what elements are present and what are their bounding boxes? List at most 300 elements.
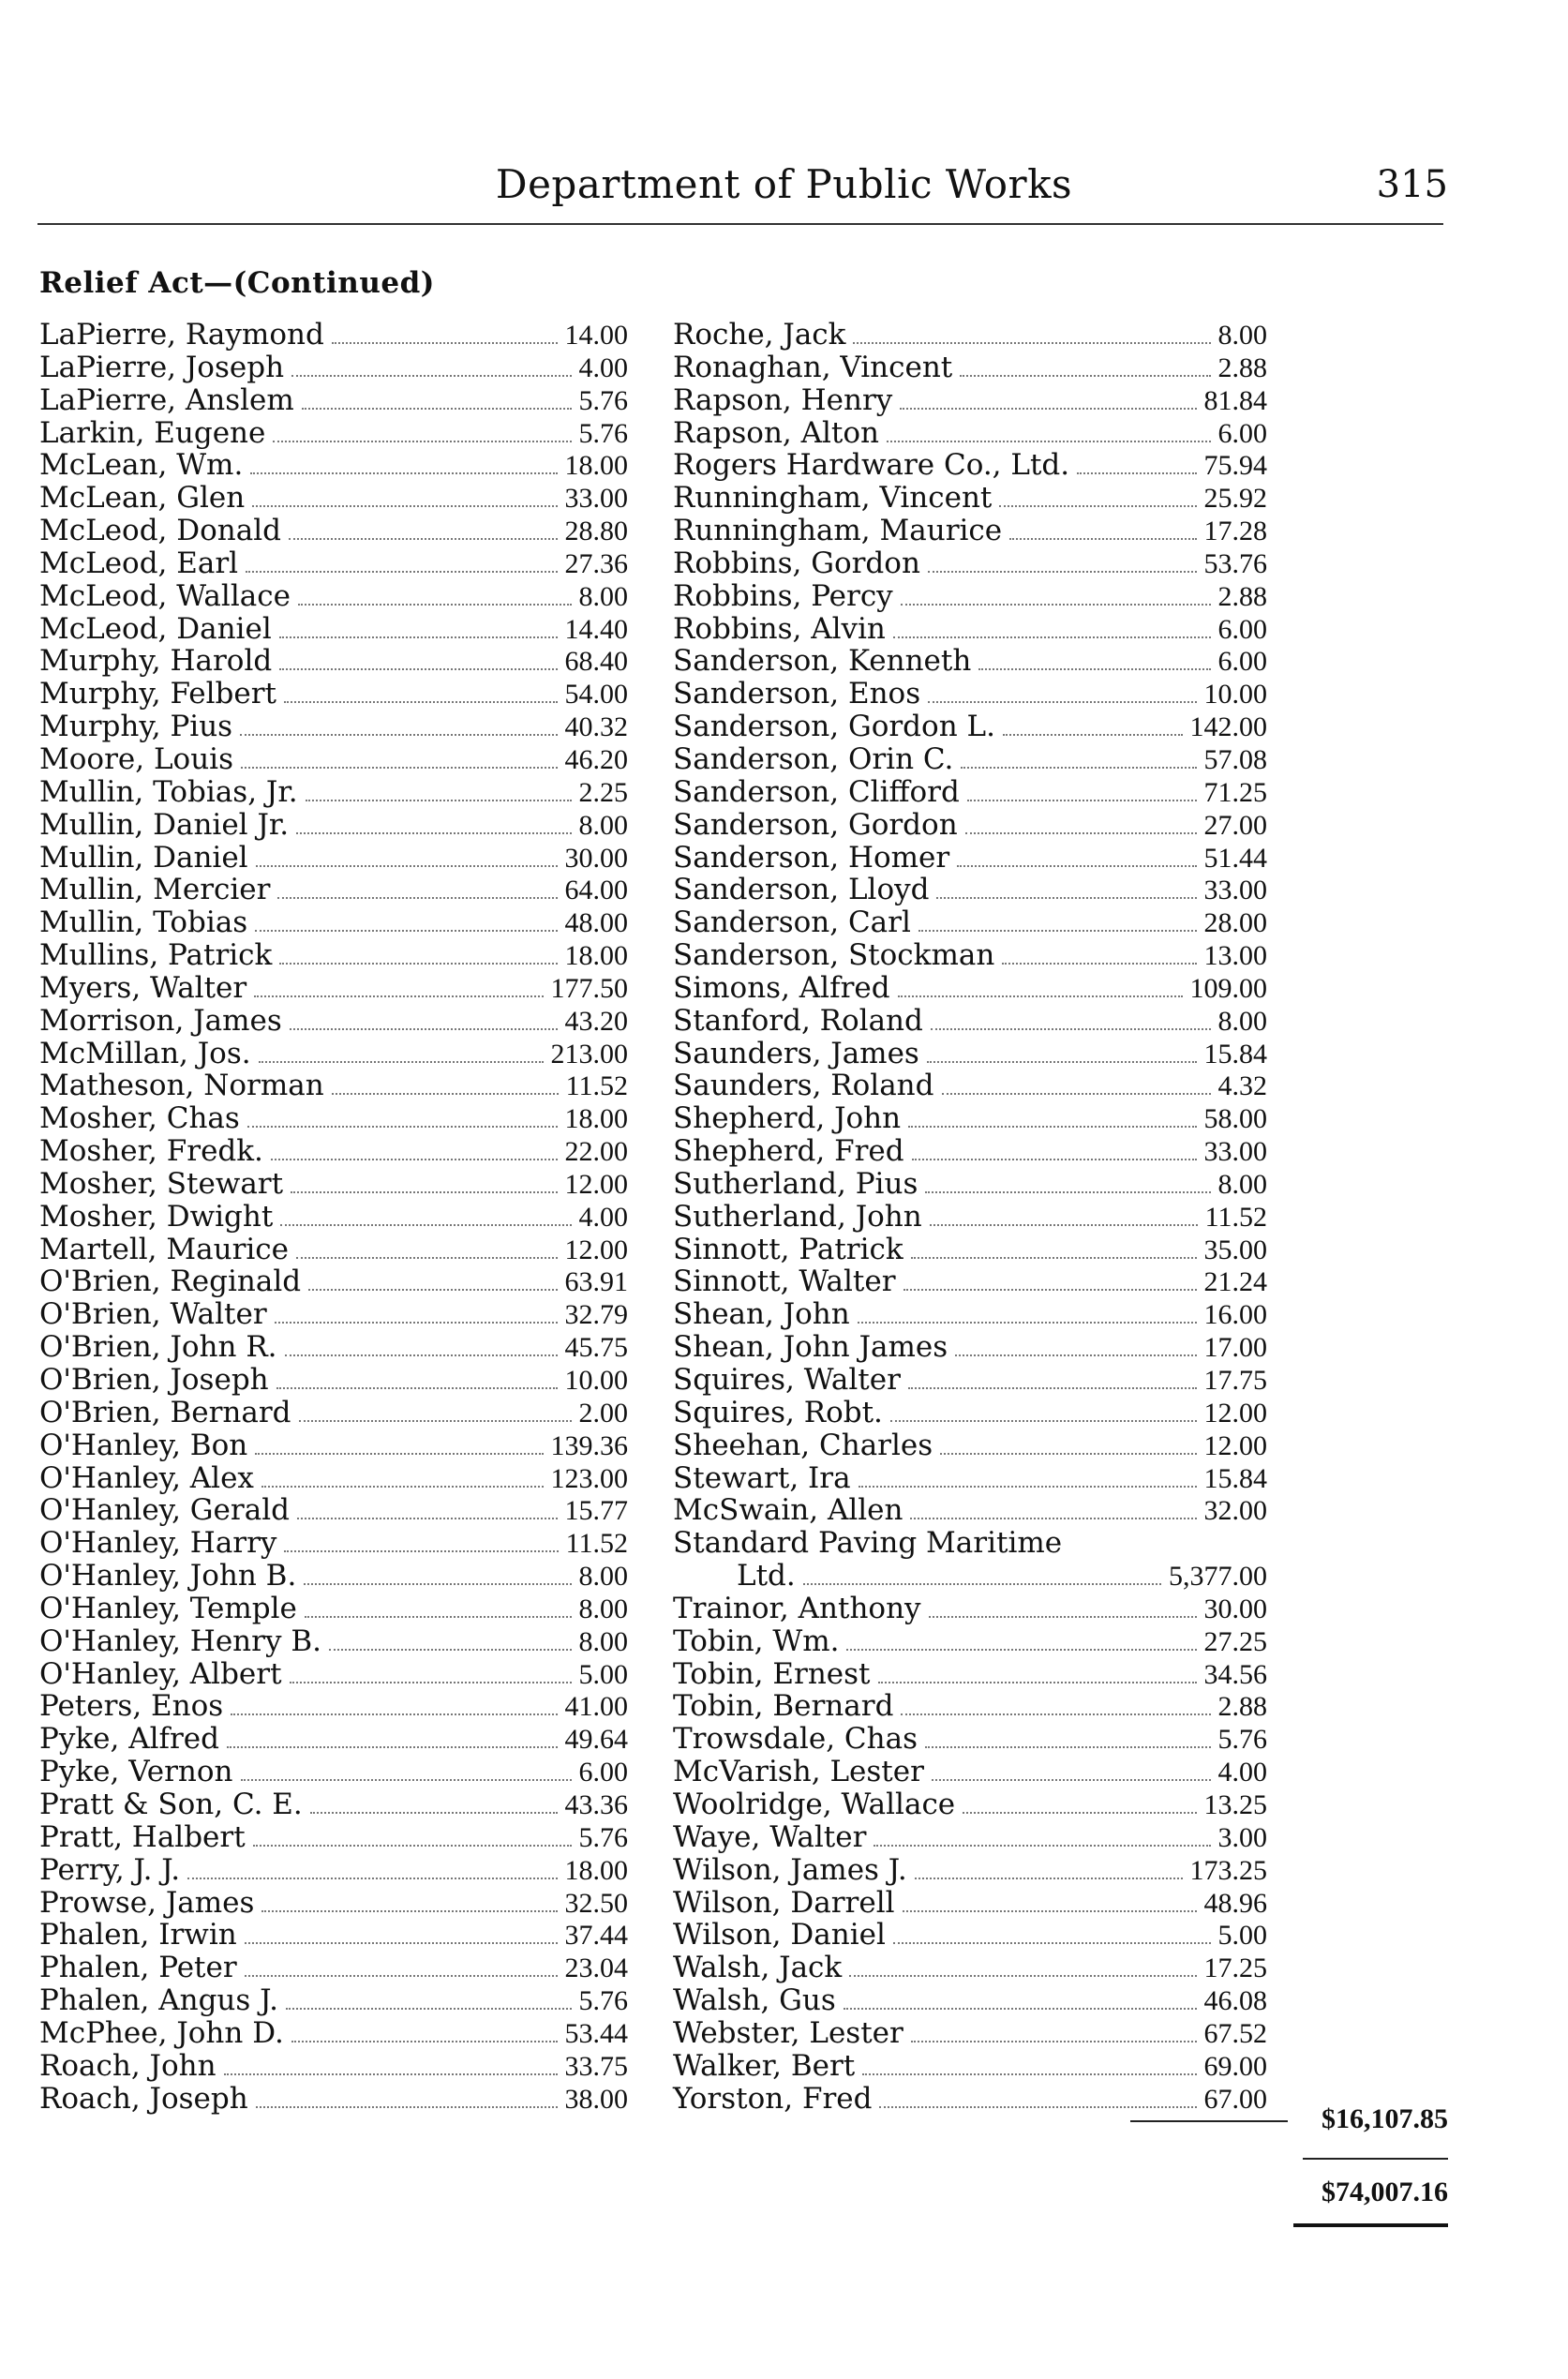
ledger-entry: [39, 1527, 628, 1560]
dot-leader: [928, 701, 1196, 703]
ledger-entry: [39, 1658, 628, 1691]
ledger-entry: [673, 1593, 1267, 1625]
entry-name: LaPierre, Raymond: [39, 318, 324, 352]
entry-amount: 139.36: [550, 1429, 628, 1461]
entry-name: LaPierre, Anslem: [39, 382, 294, 417]
entry-amount: 16.00: [1203, 1299, 1267, 1331]
ledger-entry: [673, 711, 1267, 743]
entry-amount: 5.00: [1217, 1920, 1267, 1952]
ledger-entry: [39, 1462, 628, 1495]
entry-name: Roach, John: [39, 2048, 217, 2083]
ledger-entry: [673, 842, 1267, 875]
dot-leader: [911, 2041, 1197, 2042]
dot-leader: [903, 1910, 1197, 1912]
entry-name: O'Hanley, Temple: [39, 1591, 297, 1625]
dot-leader: [224, 2073, 558, 2075]
dot-leader: [942, 1093, 1211, 1095]
dot-leader: [290, 1028, 558, 1030]
dot-leader: [276, 1387, 558, 1389]
entry-name: Waye, Walter: [673, 1819, 867, 1854]
ledger-entry: [673, 1690, 1267, 1723]
dot-leader: [912, 1159, 1197, 1160]
entry-amount: 2.00: [578, 1397, 628, 1429]
entry-name: Runningham, Vincent: [673, 481, 993, 516]
dot-leader: [887, 441, 1210, 442]
entry-name: Sanderson, Enos: [673, 677, 921, 711]
dot-leader: [929, 1616, 1197, 1618]
ledger-entry: [673, 939, 1267, 972]
subtotal-amount: $16,107.85: [1322, 2103, 1448, 2134]
ledger-entry: [673, 678, 1267, 711]
dot-leader: [254, 995, 543, 997]
dot-leader: [245, 1942, 558, 1944]
dot-leader: [304, 1583, 571, 1585]
ledger-entry: [39, 1756, 628, 1788]
entry-amount: 142.00: [1189, 711, 1267, 743]
ledger-entry: [39, 1854, 628, 1887]
dot-leader: [290, 1682, 572, 1683]
entry-name: McLeod, Earl: [39, 546, 239, 580]
dot-leader: [878, 1682, 1197, 1683]
dot-leader: [1077, 472, 1196, 474]
ledger-entry: [39, 1821, 628, 1854]
dot-leader: [187, 1878, 557, 1879]
ledger-entry: [673, 1919, 1267, 1952]
entry-amount: 67.00: [1203, 2083, 1267, 2115]
ledger-entry: [673, 1234, 1267, 1266]
dot-leader: [231, 1713, 557, 1715]
ledger-entry: [39, 842, 628, 875]
ledger-entry: [39, 2017, 628, 2050]
dot-leader: [271, 1159, 558, 1160]
ledger-entry: [39, 613, 628, 646]
entry-amount: 8.00: [578, 1561, 628, 1593]
entry-name: Murphy, Pius: [39, 710, 233, 744]
entry-amount: 4.00: [578, 1201, 628, 1233]
entry-name: Sanderson, Clifford: [673, 774, 960, 809]
entry-name: Sanderson, Lloyd: [673, 873, 930, 907]
dot-leader: [261, 1910, 557, 1912]
ledger-entry: [39, 384, 628, 417]
entry-amount: 5.76: [578, 1985, 628, 2017]
dot-leader: [306, 800, 572, 801]
dot-leader: [960, 375, 1210, 377]
entry-amount: 33.00: [1203, 875, 1267, 906]
entry-amount: 32.50: [564, 1887, 628, 1919]
ledger-entry: [673, 515, 1267, 547]
dot-leader: [898, 995, 1183, 997]
dot-leader: [291, 1191, 557, 1193]
entry-amount: 5.76: [578, 384, 628, 416]
ledger-entry: [39, 1070, 628, 1102]
ledger-entry: [39, 711, 628, 743]
entry-amount: 12.00: [564, 1234, 628, 1265]
entry-name: Rapson, Alton: [673, 415, 880, 450]
entry-amount: 12.00: [1203, 1397, 1267, 1429]
dot-leader: [308, 1289, 557, 1291]
entry-name: Mosher, Fredk.: [39, 1134, 263, 1169]
entry-name: McLeod, Daniel: [39, 611, 272, 646]
entry-amount: 123.00: [550, 1462, 628, 1494]
ledger-entry: [39, 1135, 628, 1168]
entry-name: O'Hanley, Albert: [39, 1656, 282, 1691]
grand-total-amount: $74,007.16: [1322, 2177, 1448, 2207]
entry-name: O'Hanley, Henry B.: [39, 1623, 321, 1658]
entry-amount: 30.00: [1203, 1593, 1267, 1624]
entry-amount: 3.00: [1217, 1821, 1267, 1853]
entry-amount: 67.52: [1203, 2017, 1267, 2049]
dot-leader: [296, 1257, 557, 1259]
ledger-entry: [673, 1821, 1267, 1854]
entry-name: Shepherd, John: [673, 1101, 902, 1136]
entry-name: Shean, John James: [673, 1330, 948, 1365]
ledger-entry: [673, 1854, 1267, 1887]
entry-amount: 33.75: [564, 2050, 628, 2082]
entry-amount: 43.36: [564, 1788, 628, 1820]
entry-amount: 25.92: [1203, 483, 1267, 515]
dot-leader: [927, 1061, 1197, 1063]
entry-name: Sanderson, Gordon L.: [673, 710, 995, 744]
entry-name: McVarish, Lester: [673, 1755, 924, 1789]
entry-name: Sanderson, Homer: [673, 840, 950, 875]
entry-name: Sinnott, Walter: [673, 1264, 896, 1299]
dot-leader: [874, 1845, 1210, 1847]
ledger-entry: [39, 417, 628, 450]
entry-name: Walker, Bert: [673, 2048, 856, 2083]
entry-name: Robbins, Gordon: [673, 546, 920, 580]
ledger-entry: [673, 1397, 1267, 1429]
entry-amount: 18.00: [564, 450, 628, 482]
entry-amount: 33.00: [564, 483, 628, 515]
ledger-entry: [673, 613, 1267, 646]
dot-leader: [299, 1420, 572, 1422]
ledger-entry: [39, 1984, 628, 2017]
entry-name: Sanderson, Stockman: [673, 938, 995, 973]
entry-amount: 68.40: [564, 646, 628, 678]
entry-name: Phalen, Irwin: [39, 1918, 237, 1953]
entry-name: Mosher, Dwight: [39, 1199, 274, 1234]
section-title: Relief Act—(Continued): [39, 266, 435, 300]
ledger-entry: [673, 743, 1267, 776]
entry-amount: 27.25: [1203, 1625, 1267, 1657]
ledger-entry: [673, 1168, 1267, 1201]
entry-amount: 18.00: [564, 1103, 628, 1135]
dot-leader: [291, 2041, 558, 2042]
ledger-entry: [39, 1397, 628, 1429]
dot-leader: [302, 408, 572, 410]
dot-leader: [965, 832, 1197, 834]
entry-name: Wilson, James J.: [673, 1852, 907, 1887]
dot-leader: [250, 472, 557, 474]
ledger-entry: [39, 1331, 628, 1364]
entry-amount: 35.00: [1203, 1234, 1267, 1265]
entry-amount: 27.00: [1203, 809, 1267, 841]
ledger-entry: [39, 449, 628, 482]
ledger-entry: [673, 482, 1267, 515]
entry-amount: 27.36: [564, 547, 628, 579]
entry-name: Sutherland, John: [673, 1199, 922, 1234]
entry-amount: 11.52: [565, 1070, 628, 1102]
ledger-entry: [39, 678, 628, 711]
entry-name: Saunders, Roland: [673, 1069, 934, 1103]
ledger-entry: [673, 1560, 1267, 1593]
entry-name: O'Brien, Reginald: [39, 1264, 302, 1299]
entry-amount: 64.00: [564, 875, 628, 906]
dot-leader: [245, 1975, 558, 1977]
entry-amount: 46.08: [1203, 1985, 1267, 2017]
entry-amount: 8.00: [578, 1625, 628, 1657]
dot-leader: [936, 897, 1196, 899]
entry-name: Sanderson, Orin C.: [673, 741, 954, 776]
entry-amount: 5.00: [578, 1658, 628, 1690]
dot-leader: [803, 1583, 1161, 1585]
dot-leader: [255, 930, 557, 932]
entry-name: Sinnott, Patrick: [673, 1232, 903, 1266]
entry-name: Matheson, Norman: [39, 1069, 324, 1103]
entry-name: Runningham, Maurice: [673, 514, 1003, 548]
entry-amount: 17.00: [1203, 1332, 1267, 1364]
ledger-entry: [673, 1723, 1267, 1756]
ledger-entry: [673, 1984, 1267, 2017]
entry-amount: 12.00: [1203, 1429, 1267, 1461]
entry-amount: 15.84: [1203, 1462, 1267, 1494]
grand-total-rule-bottom: [1293, 2223, 1448, 2227]
entry-name: Ronaghan, Vincent: [673, 350, 953, 384]
entry-name: Webster, Lester: [673, 2015, 903, 2050]
entry-amount: 5.76: [578, 417, 628, 449]
ledger-entry: [673, 809, 1267, 842]
dot-leader: [999, 505, 1196, 507]
dot-leader: [279, 668, 557, 670]
dot-leader: [332, 342, 558, 344]
ledger-entry: [39, 2050, 628, 2083]
ledger-entry: [673, 1462, 1267, 1495]
entry-name: O'Brien, John R.: [39, 1330, 277, 1365]
entry-name: O'Hanley, John B.: [39, 1559, 297, 1593]
entry-name: Rapson, Henry: [673, 382, 893, 417]
entry-amount: 41.00: [564, 1691, 628, 1723]
entry-name: Sanderson, Gordon: [673, 807, 958, 842]
dot-leader: [978, 668, 1210, 670]
entry-name: O'Hanley, Bon: [39, 1428, 248, 1462]
entry-amount: 8.00: [1217, 320, 1267, 351]
entry-name: Larkin, Eugene: [39, 415, 266, 450]
entry-name: Phalen, Peter: [39, 1951, 237, 1985]
dot-leader: [310, 1812, 558, 1814]
entry-amount: 8.00: [1217, 1168, 1267, 1200]
ledger-entry: [39, 1788, 628, 1821]
dot-leader: [890, 1420, 1197, 1422]
ledger-entry: [673, 417, 1267, 450]
entry-amount: 5.76: [1217, 1724, 1267, 1756]
entry-name: McSwain, Allen: [673, 1493, 903, 1528]
dot-leader: [859, 1486, 1197, 1488]
entry-amount: 2.88: [1217, 1691, 1267, 1723]
entry-name: Mosher, Stewart: [39, 1166, 284, 1201]
dot-leader: [893, 1942, 1211, 1944]
entry-name: Rogers Hardware Co., Ltd.: [673, 448, 1070, 483]
entry-amount: 30.00: [564, 842, 628, 874]
dot-leader: [277, 897, 557, 899]
entry-amount: 43.20: [564, 1005, 628, 1037]
entry-name: LaPierre, Joseph: [39, 350, 285, 384]
ledger-entry: [673, 1005, 1267, 1038]
entry-amount: 17.25: [1203, 1953, 1267, 1984]
entry-amount: 57.08: [1203, 743, 1267, 775]
left-column: [39, 319, 628, 2115]
ledger-entry: [39, 1102, 628, 1135]
ledger-entry: [39, 906, 628, 939]
ledger-entry: [673, 1331, 1267, 1364]
ledger-entry: [39, 1265, 628, 1298]
entry-name: McLeod, Donald: [39, 514, 281, 548]
dot-leader: [849, 1975, 1196, 1977]
entry-name: Mullin, Daniel: [39, 840, 248, 875]
entry-amount: 17.28: [1203, 516, 1267, 547]
entry-name: Yorston, Fred: [673, 2081, 873, 2116]
entry-name: O'Hanley, Harry: [39, 1526, 277, 1561]
entry-name: Murphy, Felbert: [39, 677, 276, 711]
entry-amount: 4.32: [1217, 1070, 1267, 1102]
entry-name: Sanderson, Kenneth: [673, 644, 972, 679]
dot-leader: [279, 963, 557, 965]
entry-name: Walsh, Jack: [673, 1951, 843, 1985]
entry-amount: 53.44: [564, 2017, 628, 2049]
entry-amount: 38.00: [564, 2083, 628, 2115]
entry-amount: 46.20: [564, 743, 628, 775]
entry-name: McLean, Glen: [39, 481, 246, 516]
entry-name: Shean, John: [673, 1297, 850, 1332]
entry-name: Murphy, Harold: [39, 644, 273, 679]
entry-name: Sanderson, Carl: [673, 905, 911, 940]
ledger-entry: [39, 482, 628, 515]
entry-name: Mullin, Tobias: [39, 905, 248, 940]
entry-amount: 13.25: [1203, 1788, 1267, 1820]
ledger-entry: [673, 1527, 1267, 1560]
entry-name: Mosher, Chas: [39, 1101, 240, 1136]
entry-name: Sheehan, Charles: [673, 1428, 933, 1462]
dot-leader: [911, 1257, 1197, 1259]
header-rule: [37, 223, 1443, 225]
ledger-entry: [39, 1593, 628, 1625]
entry-name: Mullin, Daniel Jr.: [39, 807, 290, 842]
dot-leader: [910, 1518, 1196, 1519]
right-column: [673, 319, 1267, 2115]
ledger-entry: [673, 1887, 1267, 1920]
subtotal-rule: [1130, 2120, 1288, 2122]
entry-name: Roach, Joseph: [39, 2081, 248, 2116]
dot-leader: [903, 1289, 1197, 1291]
entry-amount: 13.00: [1203, 940, 1267, 972]
ledger-entry: [39, 776, 628, 809]
entry-amount: 18.00: [564, 1854, 628, 1886]
dot-leader: [240, 734, 557, 736]
entry-amount: 32.79: [564, 1299, 628, 1331]
grand-total-rule-top: [1303, 2158, 1448, 2160]
entry-name: Peters, Enos: [39, 1689, 224, 1724]
ledger-entry: [673, 1298, 1267, 1331]
dot-leader: [908, 1126, 1196, 1128]
dot-leader: [963, 1812, 1196, 1814]
entry-amount: 177.50: [550, 972, 628, 1004]
ledger-entry: [673, 384, 1267, 417]
dot-leader: [291, 375, 571, 377]
ledger-entry: [673, 1429, 1267, 1462]
entry-name: Trowsdale, Chas: [673, 1722, 918, 1757]
entry-name: Phalen, Angus J.: [39, 1983, 279, 2018]
ledger-entry: [39, 1298, 628, 1331]
ledger-entry: [673, 1625, 1267, 1658]
ledger-entry: [673, 1070, 1267, 1102]
entry-amount: 40.32: [564, 711, 628, 743]
page-number: 315: [1376, 163, 1448, 206]
ledger-entry: [673, 580, 1267, 613]
entry-name: Shepherd, Fred: [673, 1134, 904, 1169]
entry-amount: 54.00: [564, 679, 628, 711]
ledger-entry: [673, 972, 1267, 1005]
ledger-entry: [39, 352, 628, 384]
entry-name: Ltd.: [737, 1559, 796, 1593]
entry-name: Pyke, Vernon: [39, 1755, 233, 1789]
entry-name: Tobin, Bernard: [673, 1689, 894, 1724]
ledger-entry: [673, 2017, 1267, 2050]
entry-amount: 32.00: [1203, 1495, 1267, 1527]
entry-amount: 49.64: [564, 1724, 628, 1756]
entry-name: O'Brien, Bernard: [39, 1395, 291, 1429]
dot-leader: [918, 930, 1197, 932]
entry-name: McLeod, Wallace: [39, 578, 291, 613]
entry-name: McLean, Wm.: [39, 448, 244, 483]
entry-amount: 28.00: [1203, 907, 1267, 939]
entry-name: O'Hanley, Alex: [39, 1460, 254, 1495]
ledger-entry: [39, 1168, 628, 1201]
entry-name: Moore, Louis: [39, 741, 233, 776]
entry-name: Wilson, Darrell: [673, 1885, 895, 1920]
ledger-entry: [39, 1429, 628, 1462]
ledger-entry: [673, 2050, 1267, 2083]
ledger-entry: [39, 743, 628, 776]
ledger-entry: [673, 1102, 1267, 1135]
entry-amount: 8.00: [578, 580, 628, 612]
entry-amount: 10.00: [564, 1365, 628, 1396]
entry-name: Pratt, Halbert: [39, 1819, 246, 1854]
entry-amount: 58.00: [1203, 1103, 1267, 1135]
entry-name: Sutherland, Pius: [673, 1166, 918, 1201]
entry-name: Mullins, Patrick: [39, 938, 273, 973]
ledger-entry: [673, 2083, 1267, 2116]
ledger-entry: [39, 1494, 628, 1527]
entry-amount: 63.91: [564, 1266, 628, 1298]
dot-leader: [305, 1616, 572, 1618]
entry-name: Roche, Jack: [673, 318, 846, 352]
ledger-entry: [39, 1005, 628, 1038]
ledger-entry: [673, 319, 1267, 352]
entry-amount: 21.24: [1203, 1266, 1267, 1298]
dot-leader: [893, 636, 1211, 638]
entry-amount: 71.25: [1203, 776, 1267, 808]
dot-leader: [930, 1224, 1198, 1226]
ledger-entry: [39, 1201, 628, 1234]
entry-name: Robbins, Percy: [673, 578, 893, 613]
entry-name: McMillan, Jos.: [39, 1036, 251, 1070]
entry-amount: 6.00: [1217, 417, 1267, 449]
ledger-entry: [39, 1887, 628, 1920]
entry-amount: 15.84: [1203, 1038, 1267, 1070]
entry-amount: 8.00: [1217, 1005, 1267, 1037]
ledger-entry: [673, 776, 1267, 809]
dot-leader: [280, 1224, 571, 1226]
dot-leader: [252, 505, 557, 507]
